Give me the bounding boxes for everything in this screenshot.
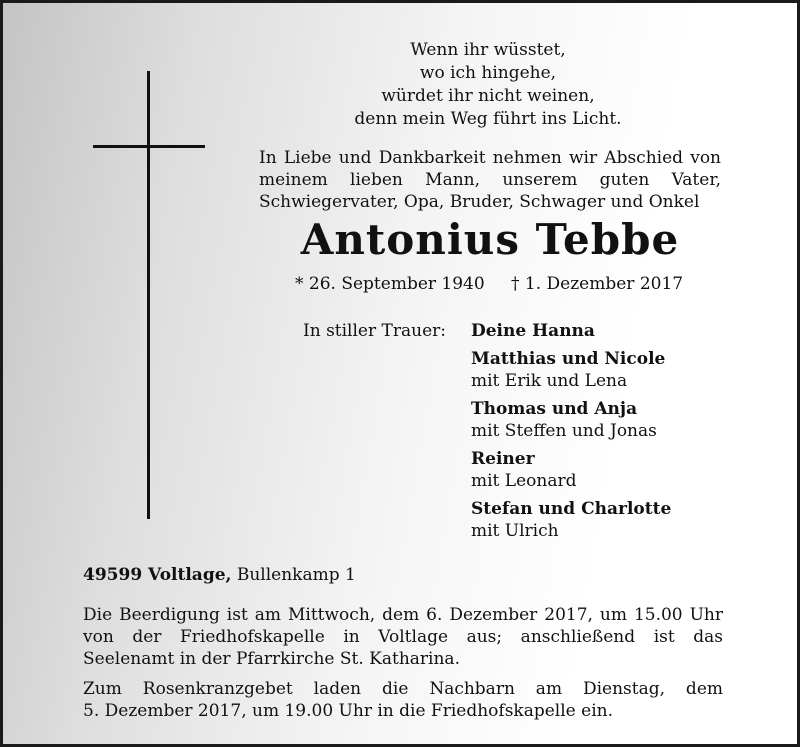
funeral-line: Die Beerdigung ist am Mittwoch, dem 6. Dezember 2017, um 15.00 Uhr [83, 605, 723, 625]
family-member [471, 320, 671, 342]
family-member-children: mit Erik und Lena [471, 371, 628, 391]
death-date: † 1. Dezember 2017 [511, 274, 684, 294]
birth-date: * 26. September 1940 [295, 274, 485, 294]
intro-text [259, 147, 721, 213]
funeral-notice [83, 604, 723, 670]
intro-line: In Liebe und Dankbarkeit nehmen wir Abschied von [259, 148, 721, 168]
family-member-children: mit Ulrich [471, 521, 559, 541]
family-member-name: Thomas und Anja [471, 399, 638, 419]
family-member [471, 348, 671, 392]
family-member-children: mit Leonard [471, 471, 577, 491]
cross-vertical-beam [147, 71, 150, 519]
poem [303, 39, 673, 131]
intro-line: Schwiegervater, Opa, Bruder, Schwager und Onkel [259, 192, 700, 212]
poem-line: würdet ihr nicht weinen, [381, 86, 595, 106]
rosary-line: Zum Rosenkranzgebet laden die Nachbarn am Dienstag, dem [83, 679, 723, 699]
family-member-name: Stefan und Charlotte [471, 499, 672, 519]
rosary-notice [83, 678, 723, 722]
funeral-line: Seelenamt in der Pfarrkirche St. Katharina. [83, 649, 460, 669]
intro-line: meinem lieben Mann, unserem guten Vater, [259, 170, 721, 190]
mourning-label: In stiller Trauer: [303, 321, 446, 341]
family-list [471, 320, 671, 548]
rosary-line: 5. Dezember 2017, um 19.00 Uhr in die Friedhofskapelle ein. [83, 701, 613, 721]
family-member-children: mit Steffen und Jonas [471, 421, 657, 441]
poem-line: wo ich hingehe, [419, 63, 557, 83]
cross-horizontal-beam [93, 145, 205, 148]
deceased-name: Antonius Tebbe [300, 215, 680, 264]
family-member [471, 398, 671, 442]
family-member [471, 498, 671, 542]
address-town: 49599 Voltlage, [83, 565, 232, 585]
poem-line: denn mein Weg führt ins Licht. [354, 109, 622, 129]
poem-line: Wenn ihr wüsstet, [410, 40, 566, 60]
address [83, 564, 356, 586]
funeral-line: von der Friedhofskapelle in Voltlage aus; anschließend ist das [83, 627, 723, 647]
family-member [471, 448, 671, 492]
family-member-name: Deine Hanna [471, 321, 595, 341]
family-member-name: Matthias und Nicole [471, 349, 666, 369]
family-member-name: Reiner [471, 449, 535, 469]
address-street: Bullenkamp 1 [236, 565, 356, 585]
